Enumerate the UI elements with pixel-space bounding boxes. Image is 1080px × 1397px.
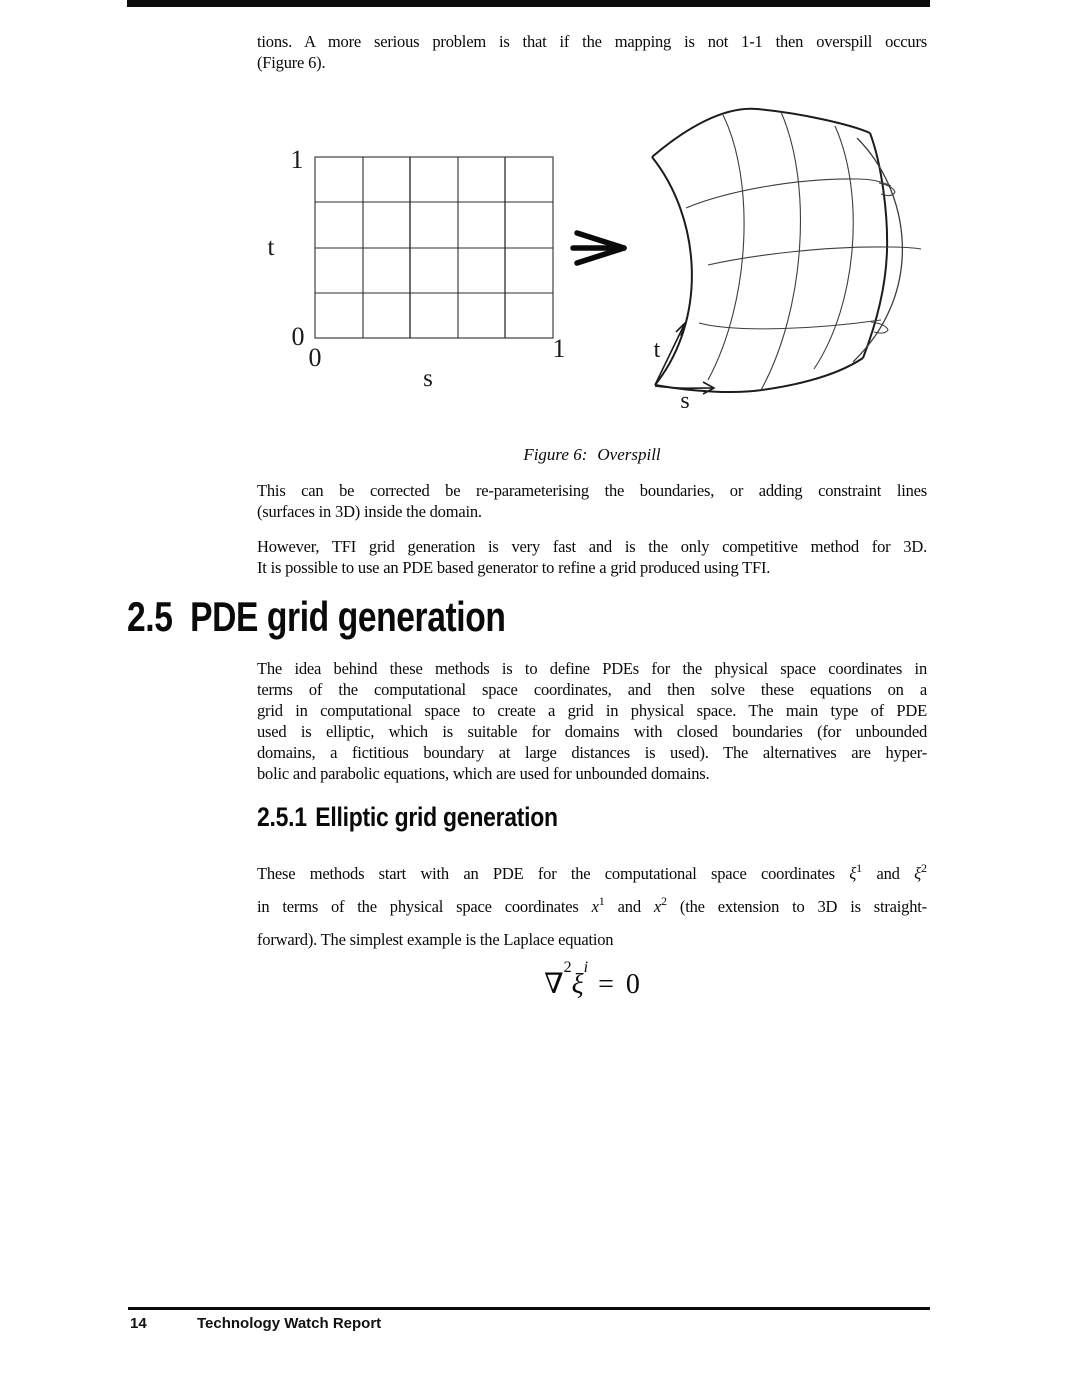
paragraph-line: grid in computational space to create a grid in physical space. The main type of PDE — [257, 701, 927, 720]
paragraph-text: (the extension to 3D is straight- — [679, 897, 927, 916]
unit-grid-t-max-label: 1 — [290, 145, 304, 174]
unit-grid-s-max-label: 1 — [552, 334, 566, 363]
figure6-caption — [257, 445, 927, 465]
subsection-heading-2-5-1 — [257, 803, 611, 831]
mapped-grid-s-axis-label: s — [680, 388, 690, 414]
page-top-rule — [127, 0, 930, 7]
nabla-symbol: ∇ — [544, 969, 564, 1000]
paragraph-line: tions. A more serious problem is that if the mapping is not 1-1 then overspill occurs — [257, 32, 927, 51]
section-heading-2-5 — [127, 593, 600, 640]
math-superscript: 1 — [598, 894, 605, 908]
math-x: x — [653, 897, 661, 916]
paragraph-line: (surfaces in 3D) inside the domain. — [257, 502, 482, 521]
section-title: PDE grid generation — [190, 593, 506, 640]
math-superscript: 2 — [660, 894, 667, 908]
footer-rule — [128, 1307, 930, 1310]
math-x: x — [591, 897, 599, 916]
mapped-grid-t-axis-label: t — [653, 337, 661, 363]
paragraph-line — [257, 857, 927, 890]
math-xi: ξ — [914, 864, 921, 883]
paragraph-line: terms of the computational space coordinates, and then solve these equations on a — [257, 680, 927, 699]
mapped-grid-axes — [655, 323, 714, 394]
correction-paragraph — [257, 480, 927, 522]
math-xi: ξ — [849, 864, 857, 883]
paragraph-text: and — [617, 897, 641, 916]
paragraph-line: used is elliptic, which is suitable for domains with closed boundaries (for unbounded — [257, 722, 927, 741]
paragraph-line — [257, 890, 927, 923]
math-superscript: 2 — [921, 861, 927, 875]
paragraph-line: forward). The simplest example is the Laplace equation — [257, 930, 614, 949]
paragraph-line: This can be corrected be re-parameterising the boundaries, or adding constraint lines — [257, 481, 927, 500]
mapped-grid-lines — [686, 112, 921, 390]
intro-paragraph — [257, 31, 927, 73]
xi-exponent: i — [583, 958, 589, 976]
paragraph-line: However, TFI grid generation is very fast and is the only competitive method for 3D. — [257, 537, 927, 556]
math-superscript: 1 — [856, 861, 863, 875]
equals-sign: = — [598, 969, 614, 1000]
paragraph-line: The idea behind these methods is to define PDEs for the physical space coordinates in — [257, 659, 927, 678]
unit-grid-s-axis-label: s — [423, 365, 433, 392]
paragraph-text: in terms of the physical space coordinates — [257, 897, 579, 916]
section-number: 2.5 — [127, 593, 173, 640]
paragraph-line: domains, a fictitious boundary at large distances is used). The alternatives are hyper- — [257, 743, 927, 762]
laplace-equation — [257, 958, 927, 1002]
page-footer — [130, 1315, 930, 1332]
paragraph-line: bolic and parabolic equations, which are used for unbounded domains. — [257, 764, 710, 783]
elliptic-paragraph — [257, 857, 927, 956]
pde-paragraph — [257, 658, 927, 784]
unit-grid-t-axis-label: t — [267, 234, 275, 261]
subsection-title: Elliptic grid generation — [315, 802, 558, 832]
nabla-exponent: 2 — [563, 958, 572, 976]
figure-caption-label: Figure 6: — [523, 445, 588, 464]
page-number: 14 — [130, 1315, 147, 1332]
figure-caption-title: Overspill — [597, 445, 661, 464]
paragraph-line: It is possible to use an PDE based generator to refine a grid produced using TFI. — [257, 558, 771, 577]
unit-grid-t-min-label: 0 — [291, 322, 305, 351]
tfi-paragraph — [257, 536, 927, 578]
paragraph-line: (Figure 6). — [257, 53, 326, 72]
mapping-arrow-icon — [573, 233, 624, 263]
paragraph-text: These methods start with an PDE for the computational space coordinates — [257, 864, 835, 883]
unit-square-grid — [315, 157, 553, 338]
paragraph-text: and — [876, 864, 900, 883]
report-title: Technology Watch Report — [197, 1315, 382, 1332]
figure6-diagram — [257, 105, 957, 415]
unit-grid-s-min-label: 0 — [308, 343, 322, 372]
subsection-number: 2.5.1 — [257, 802, 307, 832]
equation-rhs: 0 — [625, 969, 640, 1000]
xi-symbol: ξ — [571, 969, 584, 1000]
